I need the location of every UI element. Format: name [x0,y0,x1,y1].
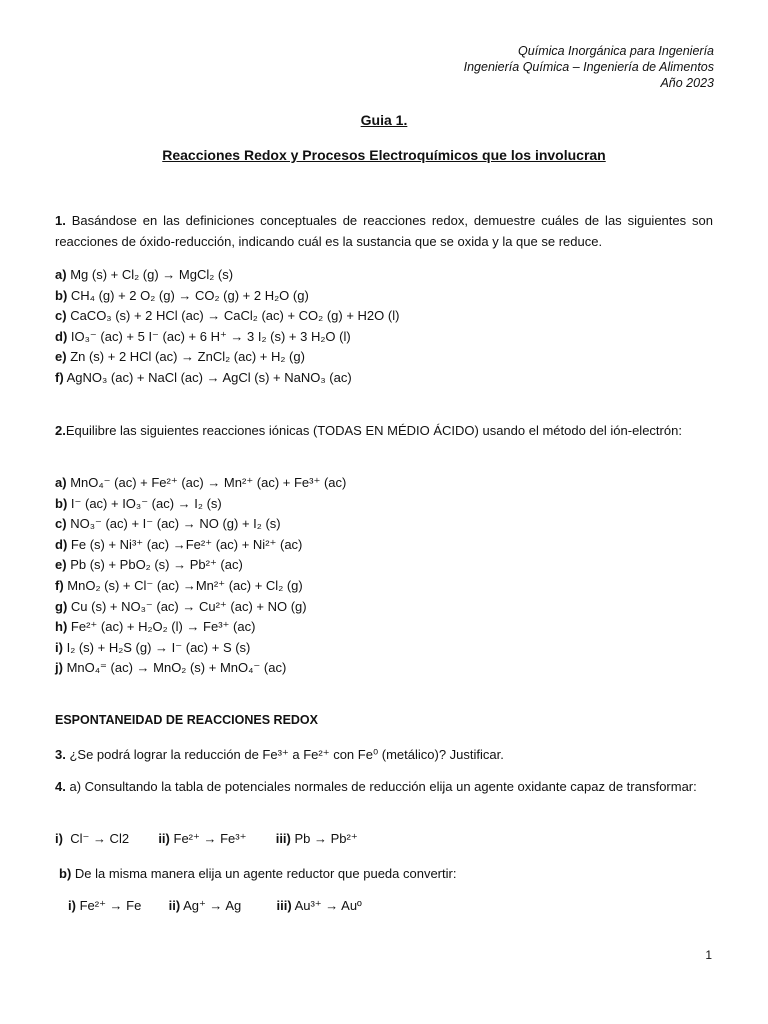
course-header [464,43,714,91]
list-item: d) Fe (s) + Ni³⁺ (ac) →Fe²⁺ (ac) + Ni²⁺ (ac) [55,536,303,552]
question-4-b-label: b) [59,866,72,881]
list-item: b) CH₄ (g) + 2 O₂ (g) → CO₂ (g) + 2 H₂O (g) [55,287,309,303]
list-item: d) IO₃⁻ (ac) + 5 I⁻ (ac) + 6 H⁺ → 3 I₂ (s) + 3 H₂O (l) [55,328,351,344]
header-course: Química Inorgánica para Ingeniería [518,44,714,58]
header-year: Año 2023 [660,76,714,90]
list-item: g) Cu (s) + NO₃⁻ (ac) → Cu²⁺ (ac) + NO (g) [55,598,307,614]
question-4-text: a) Consultando la tabla de potenciales normales de reducción elija un agente oxidante capaz de transformar: [69,779,697,794]
list-item: a) MnO₄⁻ (ac) + Fe²⁺ (ac) → Mn²⁺ (ac) + Fe³⁺ (ac) [55,475,347,490]
question-3-text: ¿Se podrá lograr la reducción de Fe³⁺ a Fe²⁺ con Fe⁰ (metálico)? Justificar. [69,747,504,762]
question-2-number: 2. [55,423,66,438]
question-1-number: 1. [55,213,66,228]
list-item: i) I₂ (s) + H₂S (g) → I⁻ (ac) + S (s) [55,639,251,655]
list-item: h) Fe²⁺ (ac) + H₂O₂ (l) → Fe³⁺ (ac) [55,619,256,635]
question-4-line-a: i) Cl⁻ → Cl2 ii) Fe²⁺ → Fe³⁺ iii) Pb → Pb²⁺ [55,831,358,846]
question-3-number: 3. [55,747,66,762]
header-careers: Ingeniería Química – Ingeniería de Alimentos [463,60,714,74]
question-4-line-b: i) Fe²⁺ → Fe ii) Ag⁺ → Ag iii) Au³⁺ → Auº [68,898,362,913]
list-item: e) Pb (s) + PbO₂ (s) → Pb²⁺ (ac) [55,557,243,573]
question-4-b-text: De la misma manera elija un agente reductor que pueda convertir: [74,866,457,881]
page-subtitle: Reacciones Redox y Procesos Electroquímicos que los involucran [162,147,606,163]
question-4 [55,776,713,797]
list-item: f) AgNO₃ (ac) + NaCl (ac) → AgCl (s) + NaNO₃ (ac) [55,369,352,385]
list-item: c) NO₃⁻ (ac) + I⁻ (ac) → NO (g) + I₂ (s) [55,516,281,532]
list-item: e) Zn (s) + 2 HCl (ac) → ZnCl₂ (ac) + H₂ (g) [55,349,305,365]
question-4-b [59,863,717,884]
question-1 [55,210,713,252]
list-item: b) I⁻ (ac) + IO₃⁻ (ac) → I₂ (s) [55,495,222,511]
question-1-text: Basándose en las definiciones conceptuales de reacciones redox, demuestre cuáles de las siguientes son reacciones de óxido-reducción, indicando cuál es la sustancia que se oxida y la que se reduce. [55,213,713,249]
question-1-list [55,265,399,389]
question-2-text: Equilibre las siguientes reacciones iónicas (TODAS EN MÉDIO ÁCIDO) usando el método del ión-electrón: [65,423,682,438]
section-title: ESPONTANEIDAD DE REACCIONES REDOX [55,713,318,727]
question-2 [55,420,713,441]
question-2-list [55,473,346,679]
page-title: Guia 1. [360,112,408,128]
list-item: j) MnO₄⁼ (ac) → MnO₂ (s) + MnO₄⁻ (ac) [55,660,287,676]
page-number: 1 [705,948,712,962]
question-4-number: 4. [55,779,66,794]
question-3 [55,744,713,765]
list-item: a) Mg (s) + Cl₂ (g) → MgCl₂ (s) [55,267,234,282]
list-item: c) CaCO₃ (s) + 2 HCl (ac) → CaCl₂ (ac) + CO₂ (g) + H2O (l) [55,308,400,324]
list-item: f) MnO₂ (s) + Cl⁻ (ac) →Mn²⁺ (ac) + Cl₂ (g) [55,577,303,593]
